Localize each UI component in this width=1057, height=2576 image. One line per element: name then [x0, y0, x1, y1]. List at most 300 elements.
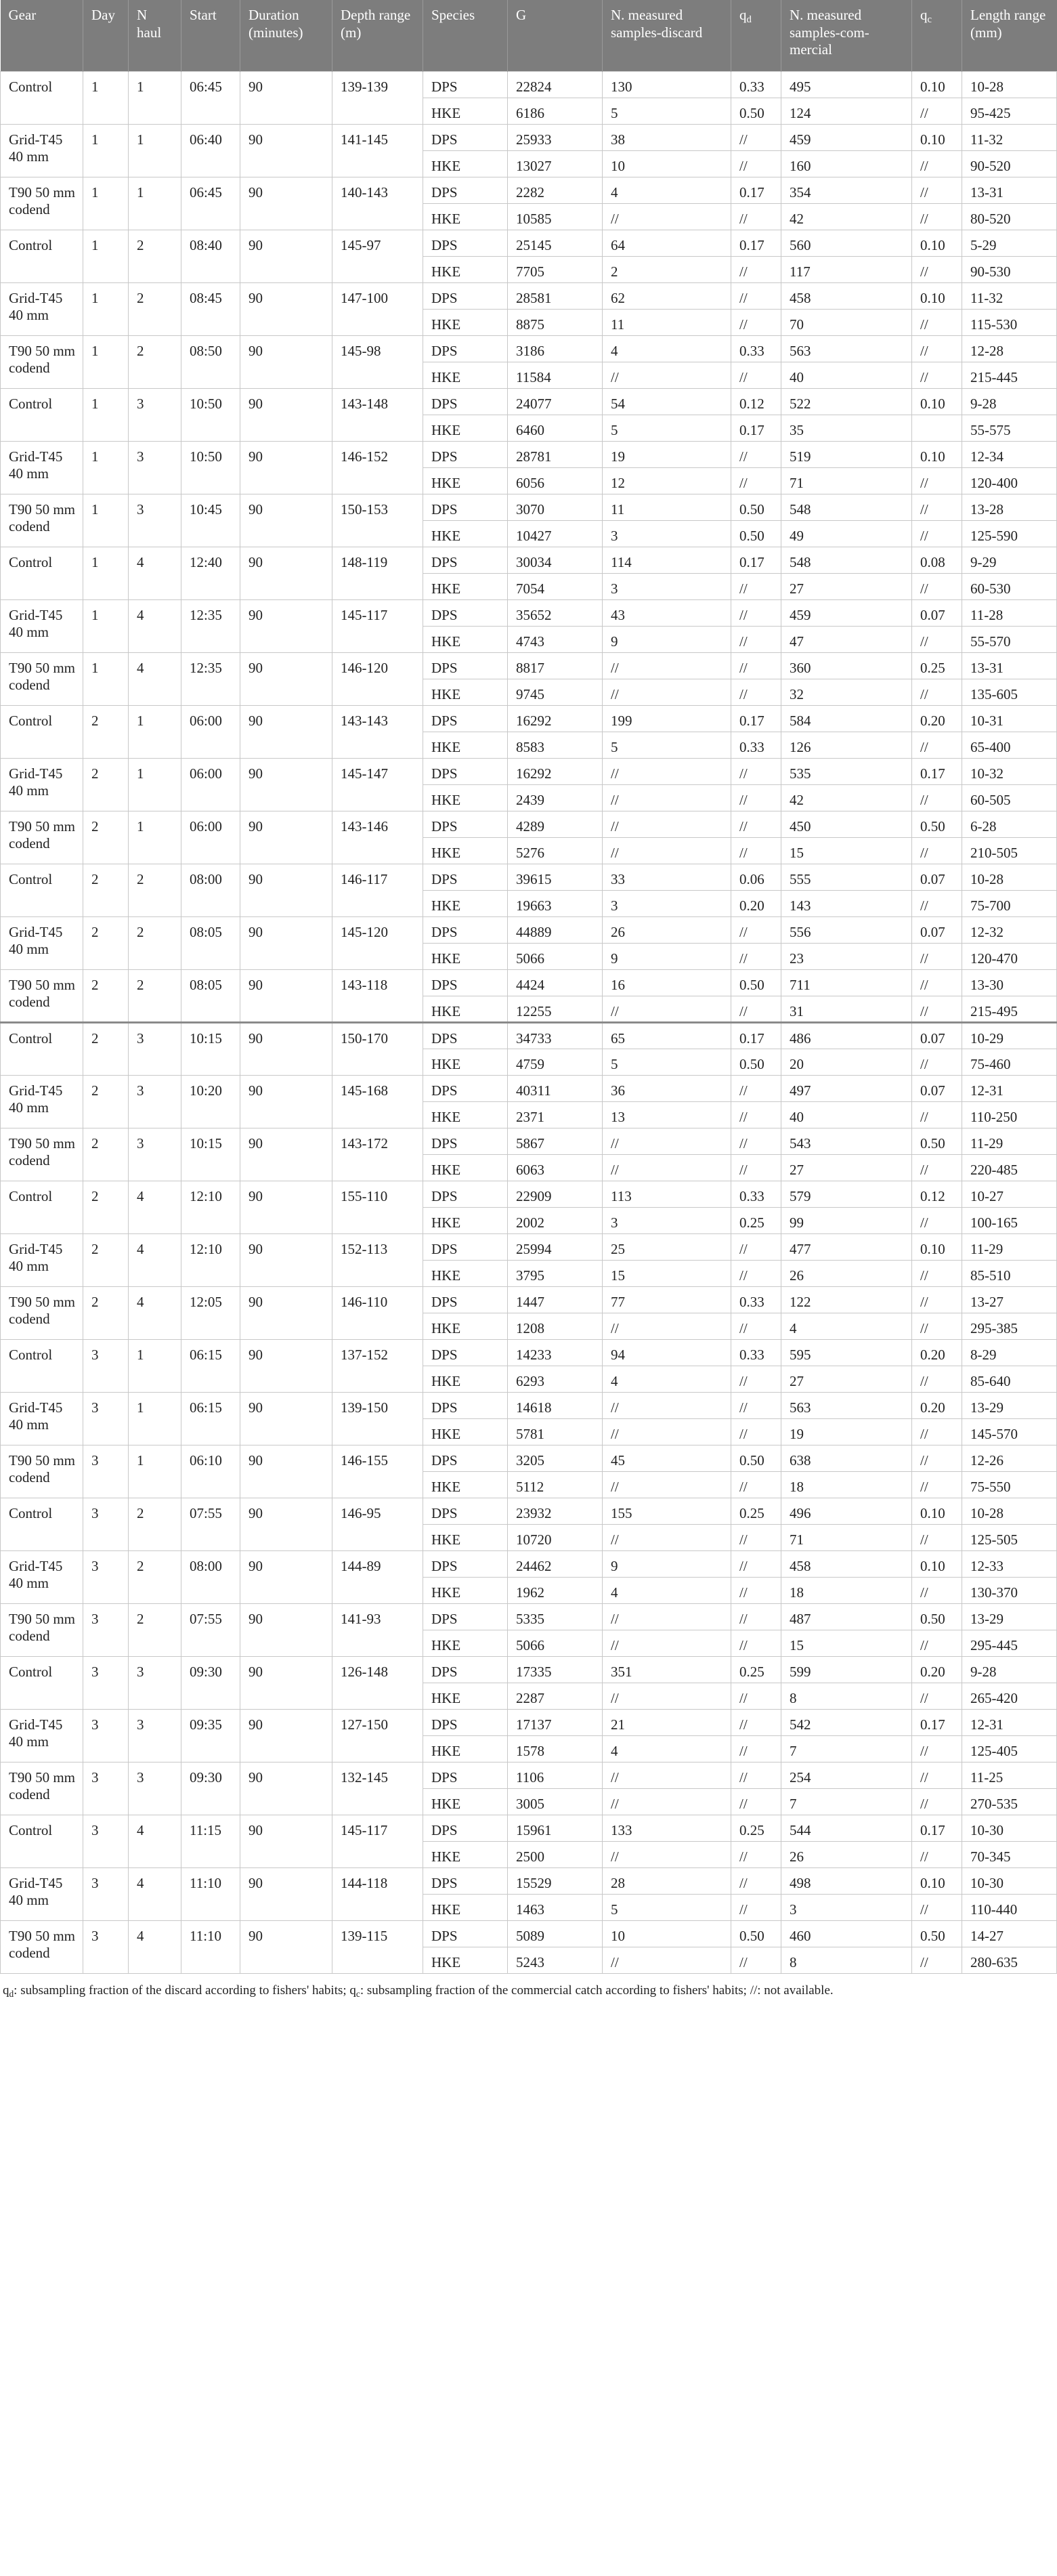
qd-cell: 0.33: [731, 1339, 781, 1366]
qc-cell: //: [912, 1683, 962, 1709]
commercial-samples-cell: 4: [781, 1313, 912, 1339]
qd-cell: 0.50: [731, 1445, 781, 1471]
species-cell: DPS: [423, 441, 508, 467]
commercial-samples-cell: 459: [781, 124, 912, 150]
length-range-cell: 110-250: [962, 1101, 1057, 1128]
column-header: Day: [83, 0, 129, 71]
qc-cell: 0.25: [912, 652, 962, 679]
depth-range-cell: 143-148: [332, 388, 423, 441]
length-range-cell: 100-165: [962, 1207, 1057, 1233]
gear-cell: T90 50 mm codend: [1, 969, 83, 1022]
column-header: Gear: [1, 0, 83, 71]
day-cell: 3: [83, 1498, 129, 1550]
start-time-cell: 10:45: [181, 494, 240, 547]
start-time-cell: 09:30: [181, 1656, 240, 1709]
g-cell: 6056: [508, 467, 603, 494]
qc-cell: //: [912, 1762, 962, 1788]
species-cell: HKE: [423, 1841, 508, 1867]
commercial-samples-cell: 542: [781, 1709, 912, 1735]
haul-number-cell: 1: [129, 811, 181, 864]
haul-number-cell: 2: [129, 1603, 181, 1656]
g-cell: 25933: [508, 124, 603, 150]
commercial-samples-cell: 563: [781, 1392, 912, 1418]
length-range-cell: 125-405: [962, 1735, 1057, 1762]
qc-cell: 0.20: [912, 1339, 962, 1366]
g-cell: 14618: [508, 1392, 603, 1418]
haul-number-cell: 2: [129, 282, 181, 335]
g-cell: 5781: [508, 1418, 603, 1445]
discard-samples-cell: 13: [603, 1101, 731, 1128]
start-time-cell: 08:40: [181, 230, 240, 282]
qd-cell: 0.25: [731, 1498, 781, 1524]
qd-cell: //: [731, 573, 781, 599]
duration-cell: 90: [240, 705, 332, 758]
table-row: [1, 494, 1057, 520]
length-range-cell: 80-520: [962, 203, 1057, 230]
commercial-samples-cell: 23: [781, 943, 912, 969]
qc-cell: //: [912, 1947, 962, 1973]
depth-range-cell: 139-139: [332, 71, 423, 124]
length-range-cell: 85-640: [962, 1366, 1057, 1392]
qc-cell: 0.17: [912, 1709, 962, 1735]
qd-cell: //: [731, 203, 781, 230]
g-cell: 1463: [508, 1894, 603, 1920]
g-cell: 5066: [508, 943, 603, 969]
table-row: [1, 388, 1057, 415]
duration-cell: 90: [240, 177, 332, 230]
length-range-cell: 12-31: [962, 1075, 1057, 1101]
duration-cell: 90: [240, 441, 332, 494]
length-range-cell: 90-530: [962, 256, 1057, 282]
length-range-cell: 11-28: [962, 599, 1057, 626]
length-range-cell: 70-345: [962, 1841, 1057, 1867]
table-row: [1, 969, 1057, 996]
commercial-samples-cell: 495: [781, 71, 912, 98]
table-row: [1, 1709, 1057, 1735]
qd-cell: 0.12: [731, 388, 781, 415]
length-range-cell: 55-575: [962, 415, 1057, 441]
qd-cell: 0.25: [731, 1207, 781, 1233]
g-cell: 6063: [508, 1154, 603, 1181]
qd-cell: 0.17: [731, 705, 781, 732]
haul-number-cell: 3: [129, 441, 181, 494]
qc-cell: //: [912, 1630, 962, 1656]
discard-samples-cell: //: [603, 1947, 731, 1973]
g-cell: 3070: [508, 494, 603, 520]
table-row: [1, 1181, 1057, 1207]
gear-cell: Control: [1, 705, 83, 758]
start-time-cell: 06:00: [181, 705, 240, 758]
discard-samples-cell: 114: [603, 547, 731, 573]
table-row: [1, 758, 1057, 784]
discard-samples-cell: 5: [603, 415, 731, 441]
start-time-cell: 06:00: [181, 811, 240, 864]
commercial-samples-cell: 19: [781, 1418, 912, 1445]
duration-cell: 90: [240, 230, 332, 282]
g-cell: 8875: [508, 309, 603, 335]
g-cell: 17335: [508, 1656, 603, 1683]
length-range-cell: 9-28: [962, 388, 1057, 415]
qc-cell: //: [912, 969, 962, 996]
species-cell: DPS: [423, 1286, 508, 1313]
length-range-cell: 11-29: [962, 1128, 1057, 1154]
qc-cell: //: [912, 679, 962, 705]
day-cell: 1: [83, 494, 129, 547]
commercial-samples-cell: 477: [781, 1233, 912, 1260]
depth-range-cell: 139-150: [332, 1392, 423, 1445]
table-row: [1, 599, 1057, 626]
qc-cell: [912, 415, 962, 441]
day-cell: 1: [83, 441, 129, 494]
qc-cell: 0.10: [912, 441, 962, 467]
g-cell: 4289: [508, 811, 603, 837]
qd-cell: //: [731, 1101, 781, 1128]
qd-cell: 0.50: [731, 494, 781, 520]
day-cell: 2: [83, 1286, 129, 1339]
day-cell: 2: [83, 758, 129, 811]
day-cell: 3: [83, 1867, 129, 1920]
depth-range-cell: 155-110: [332, 1181, 423, 1233]
length-range-cell: 295-445: [962, 1630, 1057, 1656]
discard-samples-cell: 21: [603, 1709, 731, 1735]
length-range-cell: 12-34: [962, 441, 1057, 467]
species-cell: HKE: [423, 309, 508, 335]
qd-cell: 0.50: [731, 98, 781, 124]
length-range-cell: 85-510: [962, 1260, 1057, 1286]
length-range-cell: 13-28: [962, 494, 1057, 520]
depth-range-cell: 145-97: [332, 230, 423, 282]
duration-cell: 90: [240, 1128, 332, 1181]
haul-number-cell: 1: [129, 1339, 181, 1392]
commercial-samples-cell: 27: [781, 1154, 912, 1181]
table-row: [1, 1815, 1057, 1841]
table-row: [1, 811, 1057, 837]
commercial-samples-cell: 584: [781, 705, 912, 732]
g-cell: 8817: [508, 652, 603, 679]
discard-samples-cell: //: [603, 1154, 731, 1181]
species-cell: DPS: [423, 652, 508, 679]
table-row: [1, 1656, 1057, 1683]
qc-cell: //: [912, 362, 962, 388]
discard-samples-cell: 113: [603, 1181, 731, 1207]
depth-range-cell: 141-145: [332, 124, 423, 177]
g-cell: 13027: [508, 150, 603, 177]
g-cell: 5243: [508, 1947, 603, 1973]
discard-samples-cell: //: [603, 1128, 731, 1154]
qc-cell: //: [912, 309, 962, 335]
length-range-cell: 13-27: [962, 1286, 1057, 1313]
day-cell: 1: [83, 388, 129, 441]
table-footnote: $q_d$: subsampling fraction of the discard according to fishers' habits; $q_c$: subsampling fraction of the commercial catch according to fishers' habits; //: not available.: [3, 1983, 834, 1999]
qc-cell: 0.17: [912, 758, 962, 784]
qd-cell: 0.33: [731, 335, 781, 362]
commercial-samples-cell: 458: [781, 1550, 912, 1577]
qd-cell: //: [731, 1867, 781, 1894]
haul-number-cell: 1: [129, 758, 181, 811]
qd-cell: 0.25: [731, 1656, 781, 1683]
length-range-cell: 215-495: [962, 996, 1057, 1022]
length-range-cell: 145-570: [962, 1418, 1057, 1445]
commercial-samples-cell: 32: [781, 679, 912, 705]
length-range-cell: 10-30: [962, 1815, 1057, 1841]
qc-cell: 0.20: [912, 705, 962, 732]
species-cell: HKE: [423, 1524, 508, 1550]
g-cell: 6186: [508, 98, 603, 124]
species-cell: HKE: [423, 996, 508, 1022]
qc-cell: 0.50: [912, 1603, 962, 1630]
day-cell: 2: [83, 1128, 129, 1181]
day-cell: 1: [83, 124, 129, 177]
species-cell: HKE: [423, 573, 508, 599]
depth-range-cell: 144-118: [332, 1867, 423, 1920]
discard-samples-cell: //: [603, 1603, 731, 1630]
g-cell: 5276: [508, 837, 603, 864]
table-row: [1, 1920, 1057, 1947]
g-cell: 35652: [508, 599, 603, 626]
haul-number-cell: 1: [129, 124, 181, 177]
commercial-samples-cell: 354: [781, 177, 912, 203]
discard-samples-cell: 94: [603, 1339, 731, 1366]
depth-range-cell: 140-143: [332, 177, 423, 230]
qc-cell: 0.07: [912, 599, 962, 626]
day-cell: 3: [83, 1603, 129, 1656]
duration-cell: 90: [240, 1286, 332, 1339]
discard-samples-cell: //: [603, 811, 731, 837]
depth-range-cell: 137-152: [332, 1339, 423, 1392]
qd-cell: 0.17: [731, 1022, 781, 1049]
qd-cell: //: [731, 1524, 781, 1550]
qc-cell: //: [912, 837, 962, 864]
discard-samples-cell: //: [603, 996, 731, 1022]
discard-samples-cell: 199: [603, 705, 731, 732]
length-range-cell: 13-29: [962, 1392, 1057, 1418]
commercial-samples-cell: 117: [781, 256, 912, 282]
species-cell: HKE: [423, 150, 508, 177]
length-range-cell: 75-460: [962, 1049, 1057, 1075]
qc-cell: 0.10: [912, 230, 962, 256]
species-cell: HKE: [423, 1630, 508, 1656]
commercial-samples-cell: 42: [781, 784, 912, 811]
qd-cell: //: [731, 758, 781, 784]
qd-cell: //: [731, 1603, 781, 1630]
species-cell: HKE: [423, 1788, 508, 1815]
duration-cell: 90: [240, 1656, 332, 1709]
duration-cell: 90: [240, 124, 332, 177]
discard-samples-cell: 15: [603, 1260, 731, 1286]
qc-cell: //: [912, 494, 962, 520]
discard-samples-cell: //: [603, 758, 731, 784]
haul-number-cell: 4: [129, 1233, 181, 1286]
length-range-cell: 125-505: [962, 1524, 1057, 1550]
qd-cell: 0.50: [731, 520, 781, 547]
qd-cell: //: [731, 1947, 781, 1973]
length-range-cell: 215-445: [962, 362, 1057, 388]
qc-cell: //: [912, 1418, 962, 1445]
day-cell: 2: [83, 811, 129, 864]
gear-cell: Grid-T45 40 mm: [1, 1075, 83, 1128]
commercial-samples-cell: 460: [781, 1920, 912, 1947]
species-cell: HKE: [423, 732, 508, 758]
length-range-cell: 9-28: [962, 1656, 1057, 1683]
qd-cell: //: [731, 1260, 781, 1286]
haul-number-cell: 4: [129, 547, 181, 599]
qd-cell: //: [731, 282, 781, 309]
species-cell: HKE: [423, 1471, 508, 1498]
g-cell: 12255: [508, 996, 603, 1022]
gear-cell: Grid-T45 40 mm: [1, 916, 83, 969]
table-row: [1, 1128, 1057, 1154]
length-range-cell: 13-31: [962, 177, 1057, 203]
g-cell: 22909: [508, 1181, 603, 1207]
qd-cell: //: [731, 1128, 781, 1154]
qd-cell: //: [731, 1075, 781, 1101]
qd-cell: //: [731, 626, 781, 652]
qd-cell: //: [731, 362, 781, 388]
commercial-samples-cell: 122: [781, 1286, 912, 1313]
commercial-samples-cell: 7: [781, 1788, 912, 1815]
gear-cell: T90 50 mm codend: [1, 1445, 83, 1498]
length-range-cell: 75-550: [962, 1471, 1057, 1498]
duration-cell: 90: [240, 494, 332, 547]
depth-range-cell: 146-110: [332, 1286, 423, 1339]
qd-cell: //: [731, 256, 781, 282]
duration-cell: 90: [240, 71, 332, 124]
species-cell: HKE: [423, 1683, 508, 1709]
depth-range-cell: 146-95: [332, 1498, 423, 1550]
length-range-cell: 135-605: [962, 679, 1057, 705]
length-range-cell: 95-425: [962, 98, 1057, 124]
qc-cell: //: [912, 150, 962, 177]
length-range-cell: 10-31: [962, 705, 1057, 732]
g-cell: 2287: [508, 1683, 603, 1709]
depth-range-cell: 132-145: [332, 1762, 423, 1815]
qd-cell: //: [731, 1894, 781, 1920]
qc-cell: //: [912, 1445, 962, 1471]
length-range-cell: 130-370: [962, 1577, 1057, 1603]
start-time-cell: 10:15: [181, 1022, 240, 1075]
g-cell: 39615: [508, 864, 603, 890]
table-row: [1, 652, 1057, 679]
discard-samples-cell: //: [603, 1841, 731, 1867]
discard-samples-cell: //: [603, 1471, 731, 1498]
species-cell: HKE: [423, 362, 508, 388]
qd-cell: 0.20: [731, 890, 781, 916]
species-cell: DPS: [423, 1392, 508, 1418]
duration-cell: 90: [240, 1445, 332, 1498]
species-cell: HKE: [423, 1735, 508, 1762]
table-row: [1, 1550, 1057, 1577]
qc-cell: //: [912, 1154, 962, 1181]
commercial-samples-cell: 49: [781, 520, 912, 547]
discard-samples-cell: 77: [603, 1286, 731, 1313]
discard-samples-cell: 19: [603, 441, 731, 467]
duration-cell: 90: [240, 1181, 332, 1233]
length-range-cell: 11-32: [962, 282, 1057, 309]
length-range-cell: 10-29: [962, 1022, 1057, 1049]
species-cell: HKE: [423, 1260, 508, 1286]
qc-cell: //: [912, 732, 962, 758]
qc-cell: 0.10: [912, 388, 962, 415]
column-header-subscript: d: [746, 14, 752, 25]
qc-cell: 0.10: [912, 1233, 962, 1260]
duration-cell: 90: [240, 1498, 332, 1550]
discard-samples-cell: 65: [603, 1022, 731, 1049]
species-cell: HKE: [423, 520, 508, 547]
depth-range-cell: 144-89: [332, 1550, 423, 1603]
g-cell: 30034: [508, 547, 603, 573]
depth-range-cell: 146-152: [332, 441, 423, 494]
qc-cell: //: [912, 98, 962, 124]
haul-number-cell: 2: [129, 230, 181, 282]
start-time-cell: 08:05: [181, 969, 240, 1022]
length-range-cell: 295-385: [962, 1313, 1057, 1339]
g-cell: 3005: [508, 1788, 603, 1815]
length-range-cell: 280-635: [962, 1947, 1057, 1973]
haul-number-cell: 2: [129, 864, 181, 916]
duration-cell: 90: [240, 1867, 332, 1920]
g-cell: 1578: [508, 1735, 603, 1762]
discard-samples-cell: 16: [603, 969, 731, 996]
qc-cell: //: [912, 177, 962, 203]
qd-cell: //: [731, 599, 781, 626]
haul-number-cell: 4: [129, 1920, 181, 1973]
qd-cell: //: [731, 309, 781, 335]
commercial-samples-cell: 595: [781, 1339, 912, 1366]
qc-cell: //: [912, 1894, 962, 1920]
gear-cell: Control: [1, 1022, 83, 1075]
commercial-samples-cell: 556: [781, 916, 912, 943]
discard-samples-cell: 9: [603, 943, 731, 969]
qd-cell: 0.33: [731, 1181, 781, 1207]
duration-cell: 90: [240, 811, 332, 864]
gear-cell: Grid-T45 40 mm: [1, 599, 83, 652]
qd-cell: //: [731, 1630, 781, 1656]
length-range-cell: 12-26: [962, 1445, 1057, 1471]
depth-range-cell: 141-93: [332, 1603, 423, 1656]
duration-cell: 90: [240, 1392, 332, 1445]
commercial-samples-cell: 711: [781, 969, 912, 996]
qc-cell: //: [912, 1788, 962, 1815]
qc-cell: //: [912, 996, 962, 1022]
species-cell: DPS: [423, 1867, 508, 1894]
commercial-samples-cell: 360: [781, 652, 912, 679]
start-time-cell: 06:45: [181, 71, 240, 124]
discard-samples-cell: //: [603, 1418, 731, 1445]
table-row: [1, 1392, 1057, 1418]
length-range-cell: 125-590: [962, 520, 1057, 547]
day-cell: 3: [83, 1445, 129, 1498]
haul-number-cell: 1: [129, 71, 181, 124]
day-cell: 1: [83, 71, 129, 124]
haul-number-cell: 1: [129, 1445, 181, 1498]
discard-samples-cell: 5: [603, 1049, 731, 1075]
start-time-cell: 07:55: [181, 1603, 240, 1656]
g-cell: 8583: [508, 732, 603, 758]
depth-range-cell: 147-100: [332, 282, 423, 335]
commercial-samples-cell: 3: [781, 1894, 912, 1920]
column-header: N haul: [129, 0, 181, 71]
gear-cell: T90 50 mm codend: [1, 1603, 83, 1656]
day-cell: 3: [83, 1762, 129, 1815]
g-cell: 1208: [508, 1313, 603, 1339]
species-cell: DPS: [423, 1603, 508, 1630]
g-cell: 10585: [508, 203, 603, 230]
g-cell: 2282: [508, 177, 603, 203]
day-cell: 2: [83, 705, 129, 758]
day-cell: 1: [83, 652, 129, 705]
duration-cell: 90: [240, 1920, 332, 1973]
day-cell: 3: [83, 1550, 129, 1603]
